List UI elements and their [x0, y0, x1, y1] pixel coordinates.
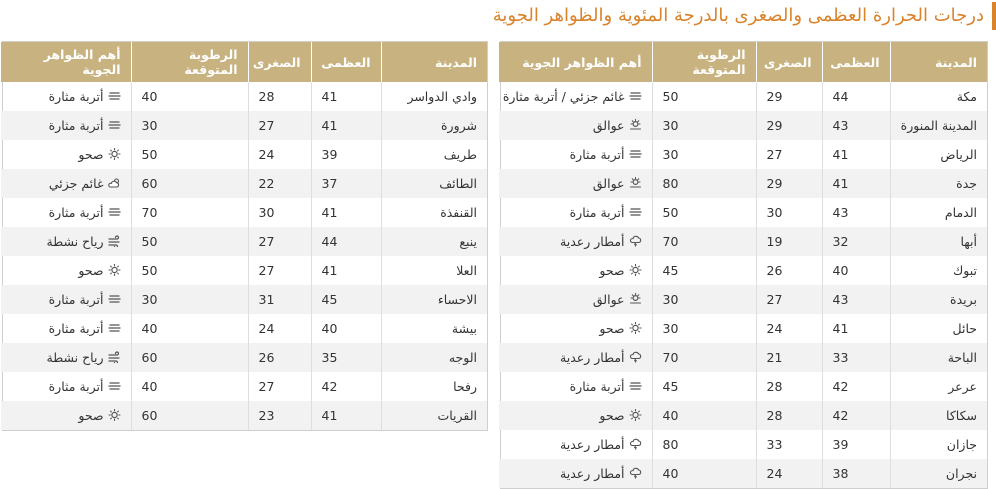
city-cell: جازان — [890, 430, 987, 459]
phenomena-label: أتربة مثارة — [48, 321, 104, 336]
city-cell: نجران — [890, 459, 987, 488]
humidity-cell: 60 — [131, 343, 248, 372]
phenomena-label: صحو — [78, 408, 104, 423]
max-temp-cell: 33 — [822, 343, 890, 372]
min-temp-cell: 24 — [756, 314, 822, 343]
city-cell: حائل — [890, 314, 987, 343]
phenomena-cell — [1, 285, 131, 314]
phenomena-cell — [1, 140, 131, 169]
max-temp-cell: 40 — [311, 314, 381, 343]
phenomena-label: صحو — [599, 321, 625, 336]
table-row — [499, 372, 987, 401]
humidity-cell: 40 — [652, 459, 756, 488]
city-cell: الطائف — [381, 169, 487, 198]
phenomena-label: أمطار رعدية — [560, 350, 625, 365]
max-temp-cell: 39 — [822, 430, 890, 459]
phenomena-label: رياح نشطة — [46, 234, 104, 249]
haze-icon — [629, 177, 642, 189]
min-temp-cell: 28 — [756, 372, 822, 401]
phenomena-cell — [1, 169, 131, 198]
humidity-cell: 30 — [652, 140, 756, 169]
table-row — [1, 314, 487, 343]
header-city: المدينة — [381, 42, 487, 82]
table-row — [1, 256, 487, 285]
humidity-cell: 80 — [652, 430, 756, 459]
min-temp-cell: 24 — [248, 314, 311, 343]
min-temp-cell: 27 — [248, 227, 311, 256]
phenomena-label: أمطار رعدية — [560, 466, 625, 481]
city-cell: الرياض — [890, 140, 987, 169]
min-temp-cell: 27 — [248, 111, 311, 140]
max-temp-cell: 35 — [311, 343, 381, 372]
header-max: العظمى — [822, 42, 890, 82]
thunderstorm-icon — [629, 438, 642, 450]
humidity-cell: 70 — [652, 343, 756, 372]
max-temp-cell: 41 — [311, 111, 381, 140]
sun-icon — [108, 264, 121, 276]
header-min: الصغرى — [756, 42, 822, 82]
haze-icon — [629, 293, 642, 305]
city-cell: بريدة — [890, 285, 987, 314]
phenomena-label: أتربة مثارة — [569, 205, 625, 220]
phenomena-cell — [499, 256, 652, 285]
header-city: المدينة — [890, 42, 987, 82]
city-cell: بيشة — [381, 314, 487, 343]
phenomena-cell — [499, 401, 652, 430]
min-temp-cell: 24 — [756, 459, 822, 488]
phenomena-label: أمطار رعدية — [560, 437, 625, 452]
phenomena-label: عوالق — [592, 292, 625, 307]
max-temp-cell: 42 — [822, 401, 890, 430]
city-cell: سكاكا — [890, 401, 987, 430]
page-title: درجات الحرارة العظمى والصغرى بالدرجة المئوية والظواهر الجوية — [493, 2, 996, 30]
humidity-cell: 40 — [131, 372, 248, 401]
max-temp-cell: 43 — [822, 285, 890, 314]
sun-icon — [108, 409, 121, 421]
header-phenomena: أهم الظواهر الجوية — [1, 42, 131, 82]
city-cell: شرورة — [381, 111, 487, 140]
header-humidity: الرطوبة المتوقعة — [652, 42, 756, 82]
table-row — [1, 227, 487, 256]
table-row — [1, 343, 487, 372]
min-temp-cell: 29 — [756, 169, 822, 198]
city-cell: تبوك — [890, 256, 987, 285]
phenomena-cell — [1, 372, 131, 401]
phenomena-label: أتربة مثارة — [569, 147, 625, 162]
phenomena-label: غائم جزئي / أتربة مثارة — [502, 89, 625, 104]
thunderstorm-icon — [629, 351, 642, 363]
city-cell: عرعر — [890, 372, 987, 401]
min-temp-cell: 28 — [248, 82, 311, 111]
city-cell: رفحا — [381, 372, 487, 401]
min-temp-cell: 29 — [756, 111, 822, 140]
min-temp-cell: 27 — [756, 285, 822, 314]
min-temp-cell: 26 — [248, 343, 311, 372]
table-row — [1, 198, 487, 227]
max-temp-cell: 39 — [311, 140, 381, 169]
table-row — [499, 111, 987, 140]
phenomena-cell — [499, 314, 652, 343]
table-row — [499, 285, 987, 314]
phenomena-label: عوالق — [592, 176, 625, 191]
phenomena-cell — [499, 459, 652, 488]
humidity-cell: 30 — [131, 111, 248, 140]
sun-icon — [108, 148, 121, 160]
sun-icon — [629, 409, 642, 421]
humidity-cell: 50 — [652, 198, 756, 227]
table-header-row — [499, 42, 987, 82]
phenomena-cell — [499, 227, 652, 256]
table-row — [499, 430, 987, 459]
header-humidity: الرطوبة المتوقعة — [131, 42, 248, 82]
city-cell: الباحة — [890, 343, 987, 372]
city-cell: العلا — [381, 256, 487, 285]
humidity-cell: 70 — [652, 227, 756, 256]
phenomena-label: غائم جزئي — [48, 176, 104, 191]
phenomena-cell — [499, 372, 652, 401]
max-temp-cell: 43 — [822, 198, 890, 227]
humidity-cell: 50 — [131, 140, 248, 169]
table-body — [1, 82, 487, 430]
phenomena-label: أتربة مثارة — [48, 205, 104, 220]
table-row — [499, 227, 987, 256]
min-temp-cell: 30 — [248, 198, 311, 227]
table-row — [499, 198, 987, 227]
phenomena-cell — [499, 111, 652, 140]
city-cell: مكة — [890, 82, 987, 111]
max-temp-cell: 40 — [822, 256, 890, 285]
humidity-cell: 70 — [131, 198, 248, 227]
max-temp-cell: 44 — [311, 227, 381, 256]
dust-icon — [108, 119, 121, 131]
phenomena-cell — [1, 227, 131, 256]
max-temp-cell: 44 — [822, 82, 890, 111]
header-max: العظمى — [311, 42, 381, 82]
phenomena-cell — [1, 314, 131, 343]
city-cell: أبها — [890, 227, 987, 256]
phenomena-cell — [499, 169, 652, 198]
table-row — [499, 169, 987, 198]
humidity-cell: 45 — [652, 372, 756, 401]
min-temp-cell: 27 — [756, 140, 822, 169]
city-cell: المدينة المنورة — [890, 111, 987, 140]
dust-icon — [108, 322, 121, 334]
phenomena-cell — [499, 430, 652, 459]
phenomena-label: صحو — [599, 263, 625, 278]
min-temp-cell: 27 — [248, 256, 311, 285]
min-temp-cell: 24 — [248, 140, 311, 169]
header-phenomena: أهم الظواهر الجوية — [499, 42, 652, 82]
min-temp-cell: 19 — [756, 227, 822, 256]
min-temp-cell: 23 — [248, 401, 311, 430]
phenomena-label: أتربة مثارة — [48, 379, 104, 394]
humidity-cell: 40 — [652, 401, 756, 430]
phenomena-label: عوالق — [592, 118, 625, 133]
dust-icon — [629, 206, 642, 218]
phenomena-label: صحو — [78, 147, 104, 162]
max-temp-cell: 41 — [311, 198, 381, 227]
max-temp-cell: 45 — [311, 285, 381, 314]
phenomena-cell — [1, 198, 131, 227]
max-temp-cell: 32 — [822, 227, 890, 256]
partly-cloudy-icon — [108, 177, 121, 189]
phenomena-label: صحو — [599, 408, 625, 423]
phenomena-cell — [499, 343, 652, 372]
dust-icon — [629, 380, 642, 392]
city-cell: الاحساء — [381, 285, 487, 314]
humidity-cell: 60 — [131, 169, 248, 198]
phenomena-label: أمطار رعدية — [560, 234, 625, 249]
table-row — [1, 82, 487, 111]
humidity-cell: 50 — [131, 227, 248, 256]
table-row — [499, 401, 987, 430]
table-row — [1, 169, 487, 198]
max-temp-cell: 42 — [311, 372, 381, 401]
thunderstorm-icon — [629, 467, 642, 479]
min-temp-cell: 33 — [756, 430, 822, 459]
wind-icon — [108, 235, 121, 247]
humidity-cell: 30 — [652, 111, 756, 140]
dust-icon — [629, 148, 642, 160]
phenomena-cell — [1, 401, 131, 430]
phenomena-label: أتربة مثارة — [569, 379, 625, 394]
humidity-cell: 50 — [131, 256, 248, 285]
phenomena-label: أتربة مثارة — [48, 89, 104, 104]
thunderstorm-icon — [629, 235, 642, 247]
city-cell: طريف — [381, 140, 487, 169]
max-temp-cell: 41 — [311, 82, 381, 111]
table-row — [1, 285, 487, 314]
phenomena-label: أتربة مثارة — [48, 292, 104, 307]
max-temp-cell: 43 — [822, 111, 890, 140]
dust-icon — [629, 90, 642, 102]
sun-icon — [629, 322, 642, 334]
min-temp-cell: 28 — [756, 401, 822, 430]
min-temp-cell: 31 — [248, 285, 311, 314]
table-row — [499, 343, 987, 372]
min-temp-cell: 29 — [756, 82, 822, 111]
table-row — [499, 140, 987, 169]
table-row — [1, 401, 487, 430]
city-cell: الدمام — [890, 198, 987, 227]
city-cell: ينبع — [381, 227, 487, 256]
table-row — [499, 314, 987, 343]
min-temp-cell: 27 — [248, 372, 311, 401]
max-temp-cell: 42 — [822, 372, 890, 401]
min-temp-cell: 22 — [248, 169, 311, 198]
max-temp-cell: 41 — [822, 140, 890, 169]
dust-icon — [108, 90, 121, 102]
humidity-cell: 40 — [131, 314, 248, 343]
humidity-cell: 30 — [652, 285, 756, 314]
humidity-cell: 40 — [131, 82, 248, 111]
max-temp-cell: 41 — [311, 256, 381, 285]
phenomena-label: أتربة مثارة — [48, 118, 104, 133]
min-temp-cell: 26 — [756, 256, 822, 285]
dust-icon — [108, 380, 121, 392]
city-cell: جدة — [890, 169, 987, 198]
city-cell: القنفذة — [381, 198, 487, 227]
dust-icon — [108, 206, 121, 218]
weather-table-right — [500, 41, 988, 489]
phenomena-cell — [499, 82, 652, 111]
table-header-row — [1, 42, 487, 82]
min-temp-cell: 30 — [756, 198, 822, 227]
city-cell: وادي الدواسر — [381, 82, 487, 111]
table-row — [499, 256, 987, 285]
header-min: الصغرى — [248, 42, 311, 82]
max-temp-cell: 41 — [311, 401, 381, 430]
haze-icon — [629, 119, 642, 131]
phenomena-cell — [499, 198, 652, 227]
phenomena-cell — [499, 140, 652, 169]
wind-icon — [108, 351, 121, 363]
humidity-cell: 30 — [652, 314, 756, 343]
table-row — [1, 140, 487, 169]
phenomena-cell — [1, 256, 131, 285]
phenomena-cell — [1, 343, 131, 372]
max-temp-cell: 41 — [822, 314, 890, 343]
phenomena-cell — [499, 285, 652, 314]
humidity-cell: 60 — [131, 401, 248, 430]
humidity-cell: 30 — [131, 285, 248, 314]
humidity-cell: 45 — [652, 256, 756, 285]
table-body — [499, 82, 987, 488]
max-temp-cell: 41 — [822, 169, 890, 198]
min-temp-cell: 21 — [756, 343, 822, 372]
city-cell: القريات — [381, 401, 487, 430]
city-cell: الوجه — [381, 343, 487, 372]
weather-table-left — [2, 41, 488, 431]
dust-icon — [108, 293, 121, 305]
phenomena-label: رياح نشطة — [46, 350, 104, 365]
max-temp-cell: 38 — [822, 459, 890, 488]
phenomena-cell — [1, 111, 131, 140]
phenomena-cell — [1, 82, 131, 111]
sun-icon — [629, 264, 642, 276]
humidity-cell: 80 — [652, 169, 756, 198]
table-row — [1, 111, 487, 140]
phenomena-label: صحو — [78, 263, 104, 278]
table-row — [499, 82, 987, 111]
table-row — [499, 459, 987, 488]
max-temp-cell: 37 — [311, 169, 381, 198]
table-row — [1, 372, 487, 401]
humidity-cell: 50 — [652, 82, 756, 111]
